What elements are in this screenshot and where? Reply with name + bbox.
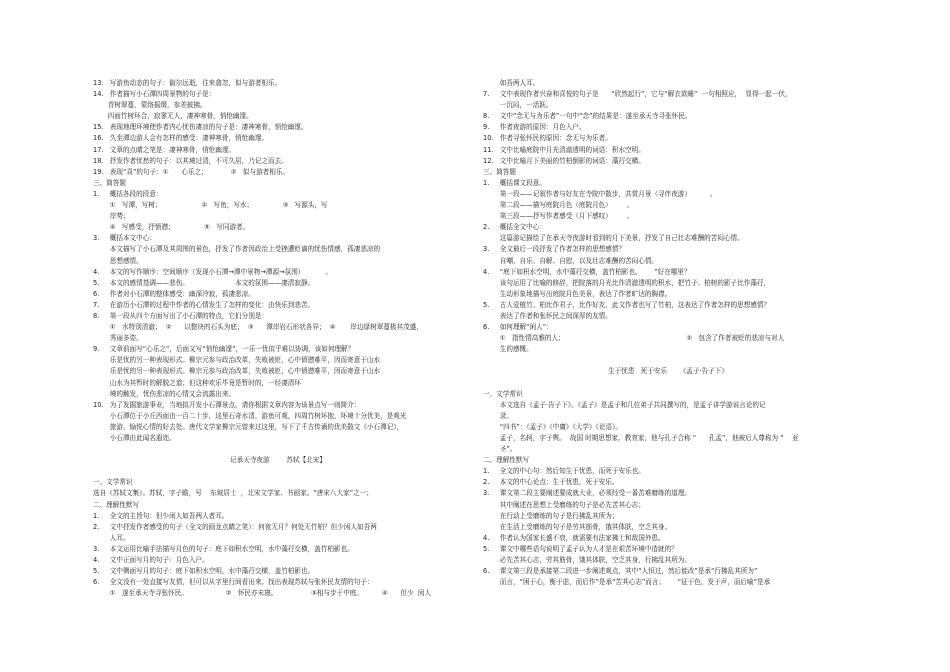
right-text-line: 表达了作者和张怀民之间深厚的友情。 xyxy=(483,311,612,320)
left-text-line: 人耳。 xyxy=(93,533,130,542)
left-text-line: ① 写潭，写树； ② 写鱼，写水； ③ 写源头，写 xyxy=(93,201,328,210)
left-text-line: 14. 作者描写小石潭四周景物的句子是： xyxy=(93,90,216,99)
right-section-title: 生于忧患 死于安乐 《孟子·告子下》 xyxy=(608,367,728,376)
left-text-line: 15. 表现地理环境使作者内心忧伤凄凉的句子是：凄神寒骨，悄怆幽邃。 xyxy=(93,123,308,132)
right-text-line: 生动形象地描写出庭院月色美景，表达了作者旷达的胸襟。 xyxy=(483,289,672,298)
right-text-line: ① 指性情高雅的人； ② 包含了作者被贬的悲凉与对人 xyxy=(483,334,785,343)
left-text-line: 秀丽多姿。 xyxy=(93,334,143,343)
left-text-line: 乐是忧的另一种表现形式。柳宗元参与政治改革，失败被贬，心中愤懑难平，因而寄意于山水 xyxy=(93,356,381,365)
right-text-line: 如吾两人耳。 xyxy=(483,79,540,87)
left-text-line: 4. 文中正面写月的句子：月色入户。 xyxy=(93,556,209,565)
right-text-line: 自嘲、自乐、自解、自慰，以及壮志难酬的苦闷心情。 xyxy=(483,256,659,265)
right-text-line: 其中阐述在思想上受磨练的句子是必先苦其心志； xyxy=(483,500,645,509)
right-text-line: 在生活上受磨练的句子是劳其筋骨，饿其体肤，空乏其身。 xyxy=(483,522,672,531)
left-text-line: 7. 在游历小石潭的过程中作者的心情发生了怎样的变化：由快乐到悲苦。 xyxy=(93,300,315,309)
left-text-line: 6. 全文没有一处直接写友情，但可以从字里行间看出来。找出表现苏轼与张怀民友情的句子： xyxy=(93,578,374,587)
right-text-line: 4. “庭下如积水空明，水中藻荇交横，盖竹柏影也。 ”好在哪里？ xyxy=(483,267,691,276)
left-text-line: 4. 本文的写作顺序：空间顺序（发现小石潭→潭中景物→潭源→氛围） 。 xyxy=(93,267,332,276)
left-text-line: 2. 文中抒发作者感受的句子（全文的画龙点睛之笔）：何夜无月？何处无竹柏？但少闲人如吾两 xyxy=(93,522,377,531)
left-text-line: 1. 概括各段的段意： xyxy=(93,189,163,198)
right-text-line: 1. 概括课文段意。 xyxy=(483,178,546,187)
left-text-line: 10. 为了发掘旅游事业，当地拟开发小石潭景点，请你根据文章内容为该景点写一则简介： xyxy=(93,400,361,409)
left-text-line: 四面竹树环合，寂寥无人，凄神寒骨，悄怆幽邃。 xyxy=(93,112,253,121)
left-text-line: 18. 抒发作者忧愁的句子：以其境过清，不可久居，乃记之而去。 xyxy=(93,156,288,165)
right-text-line: 第二段——描写庭院月色（庭院月色） 。 xyxy=(483,201,634,210)
right-text-line: 10. 作者寻张怀民的原因：念无与为乐者。 xyxy=(483,134,612,143)
right-text-line: 3. 全文最后一段抒发了作者怎样的思想感情？ xyxy=(483,245,626,254)
right-text-line: 11. 文中比喻庭院中月光清澈透明的词语：积水空明。 xyxy=(483,145,645,154)
left-text-line: 岸势； xyxy=(93,212,130,221)
left-text-line: 小石潭由此闻名遐迩。 xyxy=(93,434,176,442)
right-text-line xyxy=(483,378,853,389)
left-text-line: 乐是忧的另一种表现形式。柳宗元参与政治改革，失败被贬，心中愤懑难平，因而寄意于山水 xyxy=(93,367,381,376)
right-text-line: 必先苦其心志，劳其筋骨，饿其体肤，空乏其身，行拂乱其所为。 xyxy=(483,556,691,565)
right-text-line: 第三段——抒写作者感受（月下感叹） 。 xyxy=(483,212,634,221)
right-text-line: 录。 xyxy=(483,411,513,420)
left-text-line: 山水为其暂时的解脱之道；但这种欢乐毕竟是暂时的，一经凄清环 xyxy=(93,378,301,387)
left-text-line: 二、理解性默写 xyxy=(93,500,140,509)
right-text-line: 本文选自《孟子·告子下》。《孟子》是孟子和几位弟子共同撰写的，是孟子讲学游说言论的记 xyxy=(483,400,766,409)
right-text-line: 9. 作者夜游的原因：月色入户。 xyxy=(483,123,586,132)
right-text-line: 生的感慨。 xyxy=(483,345,533,354)
left-text-line: 8. 第一段从四个方面写出了小石潭的特点，它们分别是： xyxy=(93,311,269,320)
left-text-line: 9. 文章前面写“心乐之”，后面又写“悄怆幽邃”，一乐一忧似乎难以协调，该如何理解？ xyxy=(93,345,355,354)
left-text-line: 思想感情。 xyxy=(93,256,143,265)
left-text-line: 13. 写游鱼动态的句子：俶尔远逝，往来翕忽，似与游者相乐。 xyxy=(93,79,282,87)
right-text-line: 在行动上受磨练的句子是行拂乱其所为； xyxy=(483,511,619,520)
right-column xyxy=(483,78,853,588)
right-text-line: 圣”。 xyxy=(483,445,517,454)
left-text-line xyxy=(93,466,463,477)
left-section-title: 记承天寺夜游 苏轼【北宋】 xyxy=(230,456,326,465)
left-text-line: ① 水特别清澈； ② 以整块的石头为底； ③ 潭岸岩石形状各异； ④ 岸边绿树翠蔓极其茂盛， xyxy=(93,323,423,332)
left-text-line: 16. 久坐潭边游人会有怎样的感受：凄神寒骨，悄怆幽邃。 xyxy=(93,134,269,143)
left-text-line: ① 遂至承天寺寻张怀民。 ② 怀民亦未寝。 ③相与步于中庭。 ④ 但少 闲人 xyxy=(93,589,431,598)
left-text-line: 本文描写了小石潭及其周围的景色，抒发了作者因政治上受挫遭贬谪的忧伤情感，孤凄悲凉的 xyxy=(93,245,381,254)
left-text-line: 3. 概括本文中心： xyxy=(93,234,156,243)
left-text-line: 17. 文章的点睛之笔是：凄神寒骨，悄怆幽邃。 xyxy=(93,145,236,154)
right-text-line: 6. 课文第三段是承接第二段进一步阐述观点，其中“人恒过，然后能改”是承“行拂乱其所为” xyxy=(483,567,758,576)
right-text-line: 一、文学常识 xyxy=(483,389,523,398)
left-text-line: 选自《苏轼文集》。苏轼，字子瞻，号 东坡居士 ，北宋文学家、书画家。“唐宋八大家”之一； xyxy=(93,489,373,498)
right-text-line: 8. 文中“念无与为乐者”一句中“念”的结果是：遂至承天寺寻张怀民。 xyxy=(483,112,692,121)
left-text-line: 境的触发，忧伤悲凉的心情又会流露出来。 xyxy=(93,389,236,398)
left-column xyxy=(93,78,463,599)
right-text-line: 该句运用了比喻的修辞，把院落的月光比作清澈透明的积水，把竹子、柏树的影子比作藻荇， xyxy=(483,278,771,287)
left-text-line: 旅游，愉悦心情的好去处。唐代文学家柳宗元曾来过这里，写下了千古传诵的优美散文《小石潭记》， xyxy=(93,422,404,431)
right-text-line: 第一段——记叙作者与好友在寺院中散步，共赏月景（寻伴夜游） 。 xyxy=(483,189,717,198)
left-text-line: 三、简答题 xyxy=(93,178,126,187)
right-text-line: 7. 文中表现作者兴奋和喜悦的句子是 “欣然起行”，它与“解衣欲睡” 一句相照应， 显得一起一伏， xyxy=(483,90,792,99)
left-text-line: 19. 表现“喜”的句子：① 心乐之； ② 似与游者相乐。 xyxy=(93,167,290,176)
left-text-line: 一、文学常识 xyxy=(93,478,133,487)
left-text-line: 5. 文中侧面写月的句子：庭下如积水空明，水中藻荇交横，盖竹柏影也。 xyxy=(93,567,315,576)
left-text-line: 青树翠蔓，蒙络摇缀，参差披拂。 xyxy=(93,101,207,110)
right-text-line xyxy=(483,355,853,366)
right-text-line: 二、理解性默写 xyxy=(483,456,530,465)
right-text-line: 3. 课文第二段主要阐述要成就大业，必须经受一番苦难磨练的道理。 xyxy=(483,489,691,498)
left-text-line: 3. 本文运用比喻手法描写月色的句子：庭下如积水空明，水中藻荇交横，盖竹柏影也。 xyxy=(93,544,354,553)
right-text-line: 12. 文中比喻月下美丽的竹柏倒影的词语：藻荇交横。 xyxy=(483,156,645,165)
left-text-line: ④ 写感受，抒愤懑； ⑤ 写同游者。 xyxy=(93,223,250,232)
right-text-line: 4. 作者认为国家长盛不衰，就需要有法家拂士和敌国外患。 xyxy=(483,533,665,542)
right-text-line: 而言，“困于心，衡于虑，而后作”是承“苦其心志”而言； “征于色，发于声，而后喻”是承 xyxy=(483,578,771,587)
right-text-line: 孟子，名轲，字子舆。 战国 时期思想家、教育家，他与孔子合称 “ 孔孟”，他被后人尊称为 “ 亚 xyxy=(483,434,799,442)
right-text-line: 5. 课文中哪些语句说明了孟子认为人才是在艰苦环境中造就的？ xyxy=(483,544,678,553)
right-text-line: “四书”：《孟子》《中庸》《大学》《论语》。 xyxy=(483,422,622,431)
left-text-line xyxy=(93,444,463,455)
right-text-line: 这篇游记描绘了在承天寺夜游时看到的月下美景，抒发了自己壮志难酬的苦闷心情。 xyxy=(483,234,744,243)
left-text-line: 1. 全文的主旨句：但少闲人如吾两人者耳。 xyxy=(93,511,229,520)
left-text-line: 小石潭位于小丘西面由一百二十步，这里石奇水清，游鱼可观，四周竹树环抱，环境十分优美，是观光 xyxy=(93,411,407,420)
right-text-line: 一沉闷，一活跃。 xyxy=(483,101,553,110)
right-text-line: 5. 古人爱植竹、柏比作君子，比作好友，此文作者也写了竹柏，这表达了作者怎样的思想感情？ xyxy=(483,300,771,309)
right-text-line: 2. 概括全文中心： xyxy=(483,223,546,232)
right-text-line: 6. 如何理解“闲人”： xyxy=(483,323,553,332)
right-text-line: 2. 本文的中心论点：生于忧患，死于安乐。 xyxy=(483,478,619,487)
right-text-line: 三、简答题 xyxy=(483,167,516,176)
right-text-line: 1. 全文的中心句：然后知生于忧患，而死于安乐也。 xyxy=(483,467,645,476)
left-text-line: 6. 作者对小石潭的整体感受：幽深冷寂，孤凄悲凉。 xyxy=(93,289,255,298)
left-text-line: 5. 本文的感情基调——悲伤。 本文的氛围——凄清寂静。 xyxy=(93,278,315,287)
